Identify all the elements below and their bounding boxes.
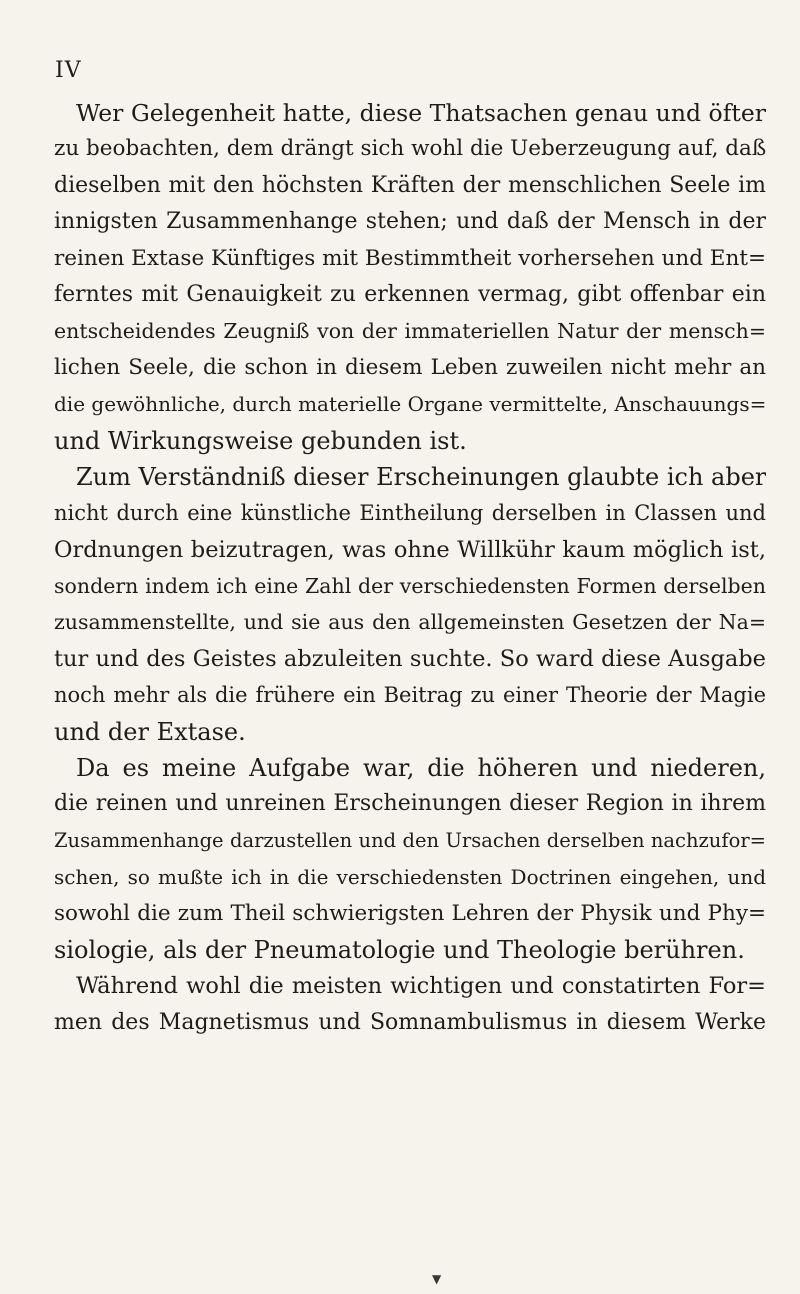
text-line: sowohl die zum Theil schwierigsten Lehren der Physik und Phy= — [54, 900, 766, 926]
text-line: Ordnungen beizutragen, was ohne Willkühr kaum möglich ist, — [54, 536, 766, 563]
text-line: Während wohl die meisten wichtigen und constatirten For= — [76, 973, 766, 1000]
text-line: Zusammenhange darzustellen und den Ursachen derselben nachzufor= — [54, 828, 766, 852]
text-line: Da es meine Aufgabe war, die höheren und niederen, — [76, 754, 766, 783]
text-line: innigsten Zusammenhange stehen; und daß der Mensch in der — [54, 209, 766, 235]
text-line: schen, so mußte ich in die verschiedensten Doctrinen eingehen, und — [54, 865, 766, 890]
page-number: IV — [55, 58, 82, 83]
text-line: tur und des Geistes abzuleiten suchte. So ward diese Ausgabe — [54, 645, 766, 672]
text-line: dieselben mit den höchsten Kräften der menschlichen Seele im — [54, 172, 766, 198]
text-line: sondern indem ich eine Zahl der verschiedensten Formen derselben — [54, 574, 766, 599]
text-line: men des Magnetismus und Somnambulismus in diesem Werke — [54, 1009, 766, 1035]
text-line: entscheidendes Zeugniß von der immateriellen Natur der mensch= — [54, 319, 766, 344]
text-line: und Wirkungsweise gebunden ist. — [54, 426, 467, 455]
text-line: die reinen und unreinen Erscheinungen dieser Region in ihrem — [54, 791, 766, 817]
text-line: und der Extase. — [54, 717, 246, 746]
text-line: zu beobachten, dem drängt sich wohl die Ueberzeugung auf, daß — [54, 136, 766, 162]
text-line: siologie, als der Pneumatologie und Theologie berühren. — [54, 935, 745, 964]
text-line: reinen Extase Künftiges mit Bestimmtheit vorhersehen und Ent= — [54, 245, 766, 271]
text-line: Wer Gelegenheit hatte, diese Thatsachen genau und öfter — [76, 99, 766, 127]
text-line: ferntes mit Genauigkeit zu erkennen vermag, gibt offenbar ein — [54, 281, 766, 307]
text-line: zusammenstellte, und sie aus den allgemeinsten Gesetzen der Na= — [54, 610, 766, 635]
text-line: noch mehr als die frühere ein Beitrag zu einer Theorie der Magie — [54, 683, 766, 708]
text-line: die gewöhnliche, durch materielle Organe vermittelte, Anschauungs= — [54, 392, 766, 417]
text-line: Zum Verständniß dieser Erscheinungen glaubte ich aber — [76, 462, 766, 491]
body-text — [54, 95, 766, 1041]
text-line: nicht durch eine künstliche Eintheilung derselben in Classen und — [54, 501, 766, 526]
text-line: lichen Seele, die schon in diesem Leben zuweilen nicht mehr an — [54, 354, 766, 380]
printer-mark: ▼ — [432, 1272, 442, 1286]
